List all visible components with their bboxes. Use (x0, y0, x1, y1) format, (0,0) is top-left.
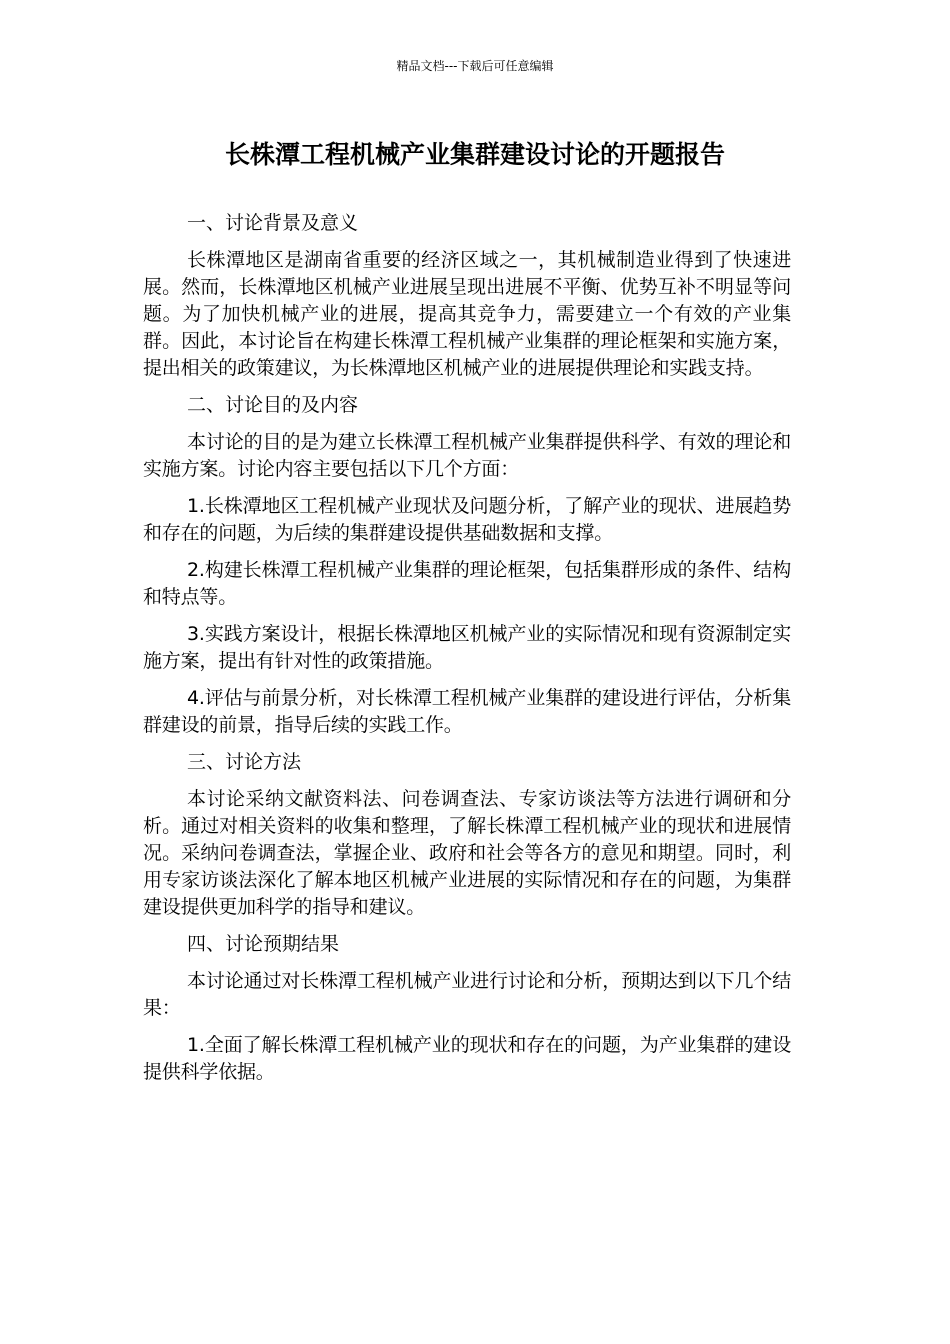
paragraph: 本讨论通过对长株潭工程机械产业进行讨论和分析，预期达到以下几个结果： (143, 970, 791, 1019)
section-heading: 三、讨论方法 (187, 751, 302, 773)
section-background (143, 210, 791, 382)
document-body (143, 210, 791, 1096)
list-item: 2.构建长株潭工程机械产业集群的理论框架，包括集群形成的条件、结构和特点等。 (143, 559, 791, 608)
list-item: 1.全面了解长株潭工程机械产业的现状和存在的问题，为产业集群的建设提供科学依据。 (143, 1034, 791, 1083)
paragraph: 本讨论采纳文献资料法、问卷调查法、专家访谈法等方法进行调研和分析。通过对相关资料的收集和整理，了解长株潭工程机械产业的现状和进展情况。采纳问卷调查法，掌握企业、政府和社会等各方的意见和期望。同时，利用专家访谈法深化了解本地区机械产业进展的实际情况和存在的问题，为集群建设提供更加科学的指导和建议。 (143, 788, 791, 918)
section-purpose (143, 392, 791, 739)
section-heading: 二、讨论目的及内容 (187, 394, 359, 416)
section-heading: 四、讨论预期结果 (187, 933, 340, 955)
header-note: 精品文档---下载后可任意编辑 (396, 59, 554, 73)
section-heading: 一、讨论背景及意义 (187, 212, 359, 234)
list-item: 3.实践方案设计，根据长株潭地区机械产业的实际情况和现有资源制定实施方案，提出有针对性的政策措施。 (143, 623, 791, 672)
paragraph: 长株潭地区是湖南省重要的经济区域之一，其机械制造业得到了快速进展。然而，长株潭地区机械产业进展呈现出进展不平衡、优势互补不明显等问题。为了加快机械产业的进展，提高其竞争力，需要建立一个有效的产业集群。因此，本讨论旨在构建长株潭工程机械产业集群的理论框架和实施方案，提出相关的政策建议，为长株潭地区机械产业的进展提供理论和实践支持。 (143, 249, 791, 379)
paragraph: 本讨论的目的是为建立长株潭工程机械产业集群提供科学、有效的理论和实施方案。讨论内容主要包括以下几个方面： (143, 431, 791, 480)
list-item: 4.评估与前景分析，对长株潭工程机械产业集群的建设进行评估，分析集群建设的前景，指导后续的实践工作。 (143, 687, 791, 736)
section-expected-results (143, 931, 791, 1086)
section-methods (143, 749, 791, 921)
document-title: 长株潭工程机械产业集群建设讨论的开题报告 (224, 140, 725, 169)
list-item: 1.长株潭地区工程机械产业现状及问题分析，了解产业的现状、进展趋势和存在的问题，为后续的集群建设提供基础数据和支撑。 (143, 495, 791, 544)
